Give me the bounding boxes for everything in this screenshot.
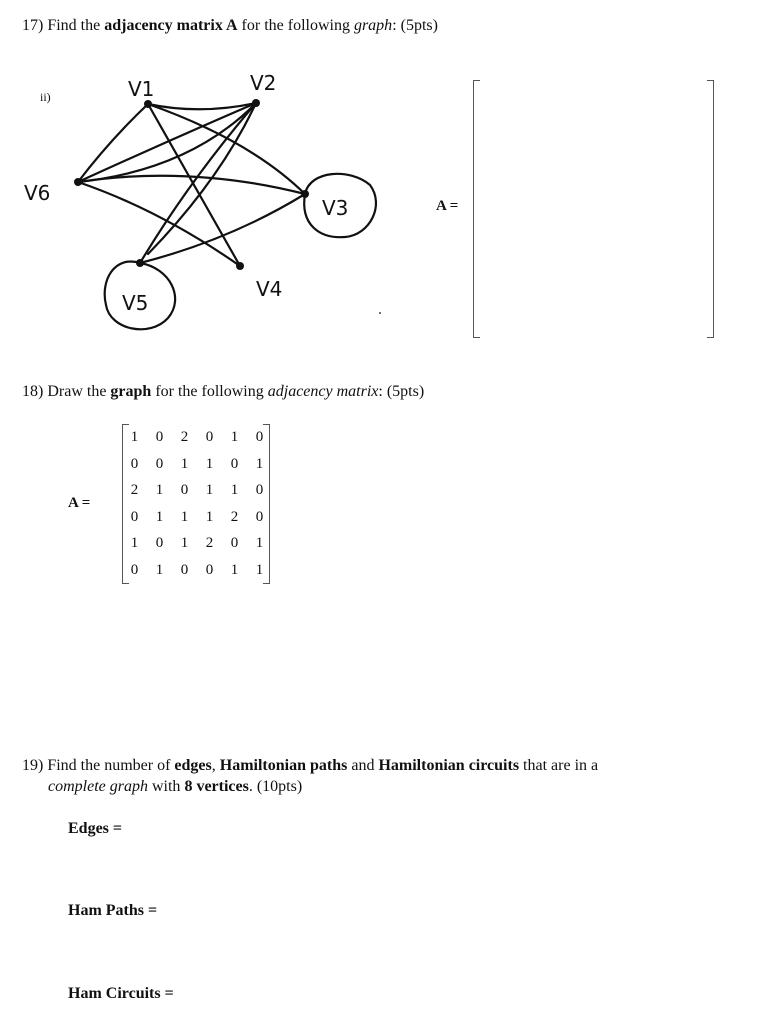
matrix-cell: 0	[130, 561, 139, 578]
question-text: : (5pts)	[392, 17, 438, 34]
vertex-v4	[236, 262, 244, 270]
question-text: for the following	[237, 17, 354, 34]
matrix-cell: 1	[155, 561, 164, 578]
matrix-cell: 0	[255, 508, 264, 525]
edges-answer-label: Edges =	[68, 820, 123, 837]
vertex-label-v5: V5	[122, 291, 149, 315]
matrix-cell: 0	[155, 455, 164, 472]
vertex-v3	[301, 190, 309, 198]
matrix-cell: 0	[180, 561, 189, 578]
matrix-cell: 1	[255, 535, 264, 551]
question-text: with	[147, 778, 185, 795]
matrix-cell: 1	[205, 455, 214, 472]
matrix-label-a: A =	[68, 495, 91, 511]
question-number: 19)	[22, 757, 44, 774]
question-emphasis: edges	[174, 757, 212, 774]
question-term: complete graph	[48, 778, 148, 795]
question-text: and	[347, 757, 379, 774]
matrix-cell: 1	[255, 561, 264, 578]
question-19-heading	[22, 756, 598, 776]
question-emphasis: Hamiltonian circuits	[378, 757, 520, 774]
vertex-label-v6: V6	[24, 181, 51, 205]
vertex-label-v3: V3	[322, 196, 349, 220]
matrix-cell: 1	[155, 508, 164, 525]
matrix-cell: 1	[230, 482, 239, 498]
matrix-cell: 0	[230, 455, 239, 472]
question-text: . (10pts)	[248, 778, 303, 795]
question-emphasis: adjacency matrix A	[104, 17, 238, 34]
vertex-v5	[136, 259, 144, 267]
question-text: Find the	[47, 17, 105, 34]
vertex-label-v4: V4	[256, 277, 283, 301]
matrix-cell: 2	[130, 482, 139, 498]
question-number: 17)	[22, 17, 44, 34]
matrix-cell: 1	[180, 535, 189, 551]
matrix-cell: 1	[255, 455, 264, 472]
matrix-cell: 0	[205, 429, 214, 445]
matrix-cell: 0	[230, 535, 239, 551]
matrix-cell: 2	[205, 535, 214, 551]
matrix-cell: 0	[180, 482, 189, 498]
matrix-cell: 1	[155, 482, 164, 498]
question-emphasis: Hamiltonian paths	[219, 757, 348, 774]
matrix-cell: 0	[155, 429, 164, 445]
matrix-cell: 1	[130, 535, 139, 551]
answer-label-a: A =	[436, 198, 459, 214]
vertex-v1	[144, 100, 152, 108]
stray-mark	[379, 312, 381, 314]
question-emphasis: graph	[110, 383, 152, 400]
matrix-cell: 0	[130, 455, 139, 472]
question-term: adjacency matrix	[267, 383, 379, 400]
matrix-cell: 0	[130, 508, 139, 525]
matrix-cell: 1	[230, 561, 239, 578]
matrix-cell: 1	[180, 508, 189, 525]
question-text: Find the number of	[47, 757, 175, 774]
matrix-cell: 2	[180, 429, 189, 445]
vertex-v2	[252, 99, 260, 107]
matrix-cell: 1	[230, 429, 239, 445]
question-number: 18)	[22, 383, 44, 400]
ham-circuits-answer-label: Ham Circuits =	[68, 985, 174, 1002]
question-17-heading	[22, 16, 438, 36]
vertex-label-v2: V2	[250, 71, 277, 95]
question-emphasis: 8 vertices	[184, 778, 249, 795]
ham-paths-answer-label: Ham Paths =	[68, 902, 158, 919]
matrix-cell: 0	[255, 482, 264, 498]
matrix-cell: 1	[180, 455, 189, 472]
matrix-cell: 1	[130, 429, 139, 445]
question-text: Draw the	[47, 383, 111, 400]
question-text: : (5pts)	[378, 383, 425, 400]
matrix-cell: 1	[205, 482, 214, 498]
question-text: for the following	[151, 383, 268, 400]
question-text: ,	[211, 757, 220, 774]
answer-matrix-left-bracket	[473, 80, 480, 338]
question-term: graph	[353, 17, 393, 34]
matrix-cell: 0	[255, 429, 264, 445]
matrix-cell: 0	[205, 561, 214, 578]
answer-matrix-right-bracket	[707, 80, 714, 338]
edge-v1-v2	[148, 103, 256, 109]
question-19-continuation	[48, 777, 302, 797]
sub-question-label: ii)	[40, 90, 51, 104]
edge-v2-v6-a	[78, 103, 256, 182]
matrix-cell: 0	[155, 535, 164, 551]
edge-v3-v5	[140, 194, 305, 263]
matrix-cell: 2	[230, 508, 239, 525]
vertex-label-v1: V1	[128, 77, 155, 101]
hand-drawn-graph	[0, 55, 400, 345]
adjacency-matrix	[122, 424, 270, 584]
question-18-heading	[22, 382, 424, 402]
matrix-cell: 1	[205, 508, 214, 525]
vertex-v6	[74, 178, 82, 186]
question-text: that are in a	[519, 757, 599, 774]
